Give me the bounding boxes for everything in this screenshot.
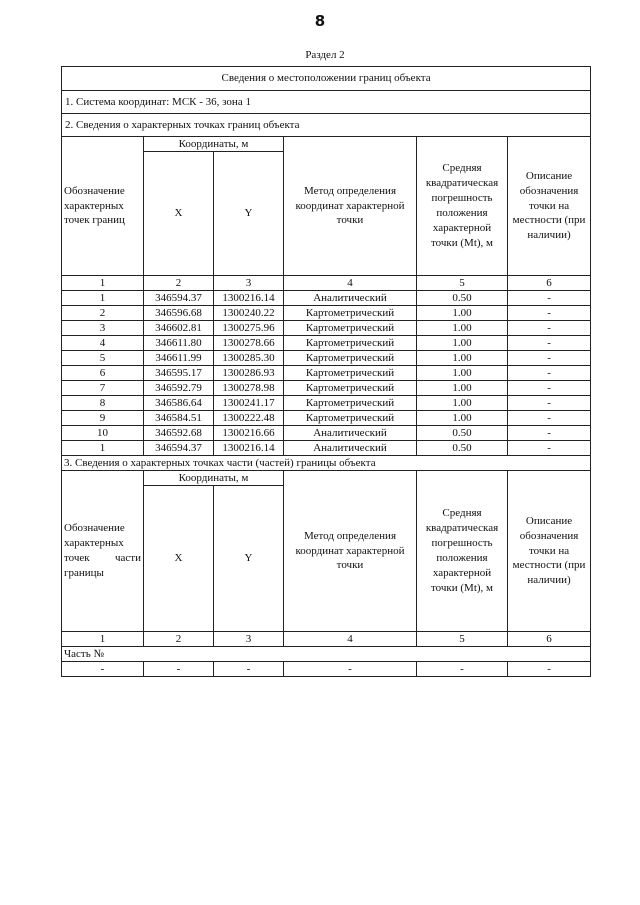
empty-part-row: [62, 662, 591, 677]
point-description: -: [508, 336, 591, 351]
point-y: 1300216.66: [214, 426, 284, 441]
empty-cell: -: [144, 662, 214, 677]
point-method: Картометрический: [284, 411, 417, 426]
point-mt: 1.00: [417, 396, 508, 411]
empty-cell: -: [284, 662, 417, 677]
column-number: 6: [508, 276, 591, 291]
point-mt: 1.00: [417, 336, 508, 351]
point-description: -: [508, 396, 591, 411]
point-description: -: [508, 291, 591, 306]
point-method: Картометрический: [284, 351, 417, 366]
column-number: 4: [284, 632, 417, 647]
point-x: 346596.68: [144, 306, 214, 321]
point-mt: 1.00: [417, 351, 508, 366]
point-method: Аналитический: [284, 291, 417, 306]
point-row: [62, 306, 591, 321]
column-number: 1: [62, 632, 144, 647]
point-x: 346595.17: [144, 366, 214, 381]
point-description: -: [508, 306, 591, 321]
boundary-info-table: [61, 66, 591, 677]
column-number: 4: [284, 276, 417, 291]
point-y: 1300241.17: [214, 396, 284, 411]
point-description: -: [508, 351, 591, 366]
section3-header-x: X: [144, 486, 214, 632]
point-number: 1: [62, 291, 144, 306]
point-x: 346592.68: [144, 426, 214, 441]
section3-header-point-designation: Обозначение характерных точек части границы: [62, 471, 144, 632]
point-mt: 1.00: [417, 366, 508, 381]
header-coordinates: Координаты, м: [144, 137, 284, 152]
point-method: Картометрический: [284, 381, 417, 396]
point-row: [62, 366, 591, 381]
point-number: 10: [62, 426, 144, 441]
section3-header-description: Описание обозначения точки на местности (при наличии): [508, 471, 591, 632]
point-x: 346611.80: [144, 336, 214, 351]
point-y: 1300216.14: [214, 291, 284, 306]
point-x: 346594.37: [144, 291, 214, 306]
point-row: [62, 336, 591, 351]
point-row: [62, 411, 591, 426]
point-method: Аналитический: [284, 426, 417, 441]
column-number: 5: [417, 276, 508, 291]
point-mt: 1.00: [417, 381, 508, 396]
point-method: Аналитический: [284, 441, 417, 456]
point-method: Картометрический: [284, 336, 417, 351]
empty-cell: -: [417, 662, 508, 677]
section2-title: 2. Сведения о характерных точках границ объекта: [62, 114, 591, 137]
column-number: 1: [62, 276, 144, 291]
empty-cell: -: [62, 662, 144, 677]
point-number: 3: [62, 321, 144, 336]
point-row: [62, 396, 591, 411]
table-title: Сведения о местоположении границ объекта: [62, 67, 591, 91]
point-number: 2: [62, 306, 144, 321]
column-number-row: [62, 276, 591, 291]
point-row: [62, 351, 591, 366]
point-row: [62, 426, 591, 441]
point-x: 346586.64: [144, 396, 214, 411]
point-method: Картометрический: [284, 306, 417, 321]
point-description: -: [508, 426, 591, 441]
section3-title: 3. Сведения о характерных точках части (частей) границы объекта: [62, 456, 591, 471]
point-number: 5: [62, 351, 144, 366]
point-y: 1300278.98: [214, 381, 284, 396]
point-y: 1300278.66: [214, 336, 284, 351]
point-description: -: [508, 321, 591, 336]
point-mt: 0.50: [417, 426, 508, 441]
column-number: 3: [214, 276, 284, 291]
section3-header-y: Y: [214, 486, 284, 632]
point-number: 1: [62, 441, 144, 456]
point-mt: 1.00: [417, 411, 508, 426]
header-description: Описание обозначения точки на местности (при наличии): [508, 137, 591, 276]
point-x: 346611.99: [144, 351, 214, 366]
point-method: Картометрический: [284, 321, 417, 336]
page-number: 8: [314, 12, 326, 30]
point-y: 1300240.22: [214, 306, 284, 321]
point-y: 1300222.48: [214, 411, 284, 426]
column-number: 2: [144, 632, 214, 647]
point-description: -: [508, 366, 591, 381]
column-number: 2: [144, 276, 214, 291]
empty-cell: -: [508, 662, 591, 677]
point-number: 9: [62, 411, 144, 426]
point-row: [62, 381, 591, 396]
point-row: [62, 441, 591, 456]
coordinate-system: 1. Система координат: МСК - 36, зона 1: [62, 91, 591, 114]
section3-header-method: Метод определения координат характерной точки: [284, 471, 417, 632]
point-number: 6: [62, 366, 144, 381]
header-point-designation: Обозначение характерных точек границ: [62, 137, 144, 276]
point-description: -: [508, 411, 591, 426]
point-row: [62, 321, 591, 336]
empty-cell: -: [214, 662, 284, 677]
point-y: 1300216.14: [214, 441, 284, 456]
point-x: 346592.79: [144, 381, 214, 396]
point-mt: 1.00: [417, 321, 508, 336]
column-number: 5: [417, 632, 508, 647]
point-method: Картометрический: [284, 396, 417, 411]
point-number: 8: [62, 396, 144, 411]
header-error: Средняя квадратическая погрешность положения характерной точки (Mt), м: [417, 137, 508, 276]
point-y: 1300275.96: [214, 321, 284, 336]
column-number: 3: [214, 632, 284, 647]
part-label: Часть №: [62, 647, 591, 662]
point-y: 1300286.93: [214, 366, 284, 381]
header-method: Метод определения координат характерной точки: [284, 137, 417, 276]
point-mt: 0.50: [417, 441, 508, 456]
section3-header-error: Средняя квадратическая погрешность положения характерной точки (Mt), м: [417, 471, 508, 632]
section-label: Раздел 2: [305, 49, 345, 61]
point-row: [62, 291, 591, 306]
point-method: Картометрический: [284, 366, 417, 381]
point-mt: 1.00: [417, 306, 508, 321]
column-number: 6: [508, 632, 591, 647]
header-y: Y: [214, 152, 284, 276]
point-number: 7: [62, 381, 144, 396]
point-description: -: [508, 381, 591, 396]
point-description: -: [508, 441, 591, 456]
section3-header-coordinates: Координаты, м: [144, 471, 284, 486]
point-x: 346584.51: [144, 411, 214, 426]
section3-column-number-row: [62, 632, 591, 647]
point-y: 1300285.30: [214, 351, 284, 366]
header-x: X: [144, 152, 214, 276]
point-x: 346602.81: [144, 321, 214, 336]
point-mt: 0.50: [417, 291, 508, 306]
point-x: 346594.37: [144, 441, 214, 456]
point-number: 4: [62, 336, 144, 351]
